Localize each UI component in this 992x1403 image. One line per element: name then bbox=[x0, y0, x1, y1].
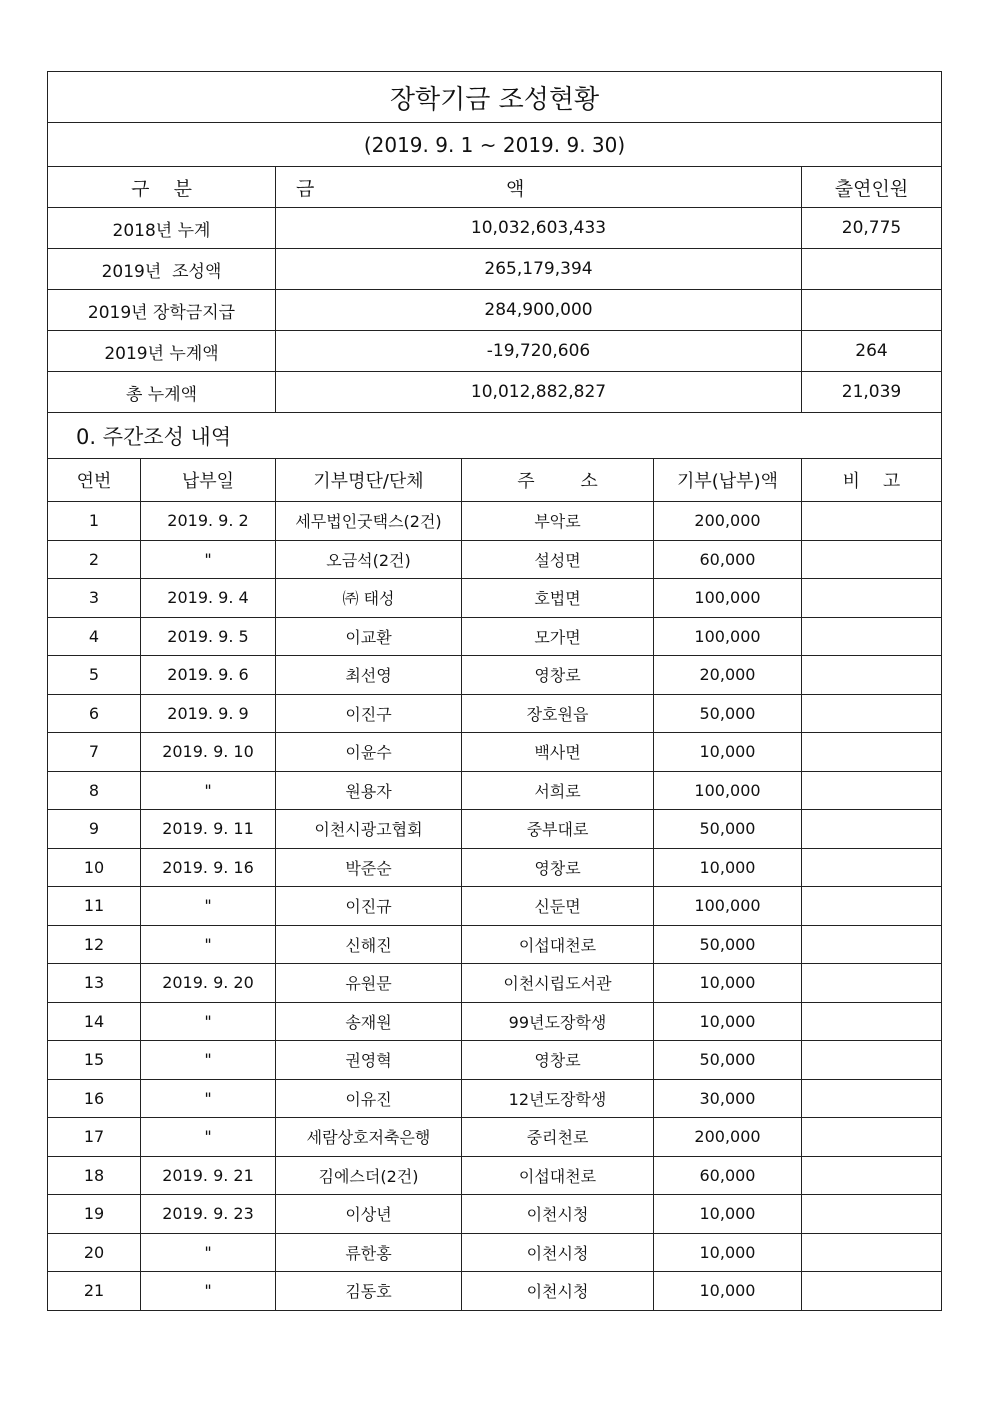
row-address: 백사면 bbox=[462, 733, 654, 772]
row-note bbox=[802, 502, 942, 541]
page-title: 장학기금 조성현황 bbox=[48, 72, 942, 123]
table-row bbox=[48, 1002, 942, 1041]
row-amount: 10,000 bbox=[654, 1002, 802, 1041]
row-donor: 권영혁 bbox=[276, 1041, 462, 1080]
row-date: " bbox=[141, 1233, 276, 1272]
row-donor: 이진규 bbox=[276, 887, 462, 926]
row-donor: 송재원 bbox=[276, 1002, 462, 1041]
amount-header: 기부(납부)액 bbox=[654, 459, 802, 502]
row-date: 2019. 9. 6 bbox=[141, 656, 276, 695]
row-amount: 10,000 bbox=[654, 964, 802, 1003]
detail-header-row bbox=[48, 459, 942, 502]
row-note bbox=[802, 771, 942, 810]
row-donor: 세람상호저축은행 bbox=[276, 1118, 462, 1157]
summary-people bbox=[802, 290, 942, 331]
row-donor: 김동호 bbox=[276, 1272, 462, 1311]
row-note bbox=[802, 540, 942, 579]
period-row bbox=[48, 123, 942, 167]
category-header: 구 분 bbox=[48, 167, 276, 208]
table-row bbox=[48, 964, 942, 1003]
summary-people: 21,039 bbox=[802, 372, 942, 413]
row-donor: ㈜ 태성 bbox=[276, 579, 462, 618]
row-amount: 100,000 bbox=[654, 579, 802, 618]
summary-people bbox=[802, 249, 942, 290]
row-no: 20 bbox=[48, 1233, 141, 1272]
row-address: 이천시청 bbox=[462, 1195, 654, 1234]
row-amount: 30,000 bbox=[654, 1079, 802, 1118]
row-donor: 유원문 bbox=[276, 964, 462, 1003]
row-note bbox=[802, 1041, 942, 1080]
no-header: 연번 bbox=[48, 459, 141, 502]
row-amount: 60,000 bbox=[654, 540, 802, 579]
summary-row bbox=[48, 249, 942, 290]
row-address: 신둔면 bbox=[462, 887, 654, 926]
row-donor: 박준순 bbox=[276, 848, 462, 887]
summary-row bbox=[48, 331, 942, 372]
row-address: 호법면 bbox=[462, 579, 654, 618]
table-row bbox=[48, 1041, 942, 1080]
summary-label: 2019년 누계액 bbox=[48, 331, 276, 372]
row-address: 이섭대천로 bbox=[462, 1156, 654, 1195]
row-no: 9 bbox=[48, 810, 141, 849]
summary-amount: 10,012,882,827 bbox=[276, 372, 802, 413]
period-text: (2019. 9. 1 ~ 2019. 9. 30) bbox=[48, 123, 942, 167]
row-donor: 원용자 bbox=[276, 771, 462, 810]
summary-amount: 284,900,000 bbox=[276, 290, 802, 331]
summary-table bbox=[47, 71, 942, 459]
row-no: 12 bbox=[48, 925, 141, 964]
row-donor: 이윤수 bbox=[276, 733, 462, 772]
row-amount: 100,000 bbox=[654, 887, 802, 926]
summary-label: 총 누계액 bbox=[48, 372, 276, 413]
row-address: 모가면 bbox=[462, 617, 654, 656]
summary-people: 20,775 bbox=[802, 208, 942, 249]
row-note bbox=[802, 579, 942, 618]
table-row bbox=[48, 1195, 942, 1234]
row-amount: 50,000 bbox=[654, 1041, 802, 1080]
row-date: 2019. 9. 23 bbox=[141, 1195, 276, 1234]
row-no: 4 bbox=[48, 617, 141, 656]
summary-row bbox=[48, 208, 942, 249]
summary-amount: -19,720,606 bbox=[276, 331, 802, 372]
row-note bbox=[802, 1156, 942, 1195]
row-amount: 200,000 bbox=[654, 1118, 802, 1157]
row-no: 2 bbox=[48, 540, 141, 579]
table-row bbox=[48, 540, 942, 579]
row-no: 1 bbox=[48, 502, 141, 541]
table-row bbox=[48, 579, 942, 618]
row-address: 99년도장학생 bbox=[462, 1002, 654, 1041]
address-header: 주 소 bbox=[462, 459, 654, 502]
note-header: 비 고 bbox=[802, 459, 942, 502]
row-no: 3 bbox=[48, 579, 141, 618]
row-amount: 60,000 bbox=[654, 1156, 802, 1195]
row-address: 부악로 bbox=[462, 502, 654, 541]
row-note bbox=[802, 887, 942, 926]
row-note bbox=[802, 1002, 942, 1041]
document-page bbox=[47, 71, 941, 1311]
row-donor: 세무법인굿택스(2건) bbox=[276, 502, 462, 541]
summary-people: 264 bbox=[802, 331, 942, 372]
row-donor: 신해진 bbox=[276, 925, 462, 964]
row-date: 2019. 9. 9 bbox=[141, 694, 276, 733]
amount-header-part-2: 액 bbox=[506, 177, 525, 200]
row-donor: 김에스더(2건) bbox=[276, 1156, 462, 1195]
row-address: 설성면 bbox=[462, 540, 654, 579]
row-donor: 류한홍 bbox=[276, 1233, 462, 1272]
row-note bbox=[802, 733, 942, 772]
row-address: 장호원읍 bbox=[462, 694, 654, 733]
row-donor: 이유진 bbox=[276, 1079, 462, 1118]
table-row bbox=[48, 848, 942, 887]
row-address: 중부대로 bbox=[462, 810, 654, 849]
row-donor: 이천시광고협회 bbox=[276, 810, 462, 849]
row-donor: 최선영 bbox=[276, 656, 462, 695]
row-donor: 오금석(2건) bbox=[276, 540, 462, 579]
row-no: 5 bbox=[48, 656, 141, 695]
amount-header bbox=[276, 167, 802, 208]
row-address: 중리천로 bbox=[462, 1118, 654, 1157]
summary-amount: 265,179,394 bbox=[276, 249, 802, 290]
row-amount: 10,000 bbox=[654, 1233, 802, 1272]
summary-amount: 10,032,603,433 bbox=[276, 208, 802, 249]
row-date: 2019. 9. 4 bbox=[141, 579, 276, 618]
row-date: " bbox=[141, 1079, 276, 1118]
row-address: 영창로 bbox=[462, 656, 654, 695]
row-no: 10 bbox=[48, 848, 141, 887]
row-note bbox=[802, 1233, 942, 1272]
row-date: " bbox=[141, 925, 276, 964]
row-address: 이섭대천로 bbox=[462, 925, 654, 964]
table-row bbox=[48, 771, 942, 810]
row-date: " bbox=[141, 540, 276, 579]
row-note bbox=[802, 1118, 942, 1157]
row-amount: 10,000 bbox=[654, 848, 802, 887]
table-row bbox=[48, 1079, 942, 1118]
table-row bbox=[48, 502, 942, 541]
table-row bbox=[48, 1156, 942, 1195]
row-note bbox=[802, 617, 942, 656]
row-note bbox=[802, 925, 942, 964]
summary-row bbox=[48, 290, 942, 331]
row-note bbox=[802, 848, 942, 887]
detail-body bbox=[48, 502, 942, 1311]
row-donor: 이교환 bbox=[276, 617, 462, 656]
row-note bbox=[802, 656, 942, 695]
summary-label: 2018년 누계 bbox=[48, 208, 276, 249]
row-address: 12년도장학생 bbox=[462, 1079, 654, 1118]
row-no: 13 bbox=[48, 964, 141, 1003]
section-title: 0. 주간조성 내역 bbox=[48, 413, 942, 459]
title-row bbox=[48, 72, 942, 123]
row-donor: 이진구 bbox=[276, 694, 462, 733]
row-no: 19 bbox=[48, 1195, 141, 1234]
row-address: 이천시청 bbox=[462, 1233, 654, 1272]
row-no: 18 bbox=[48, 1156, 141, 1195]
row-date: " bbox=[141, 887, 276, 926]
row-date: " bbox=[141, 1002, 276, 1041]
people-header: 출연인원 bbox=[802, 167, 942, 208]
row-amount: 100,000 bbox=[654, 771, 802, 810]
summary-row bbox=[48, 372, 942, 413]
summary-label: 2019년 장학금지급 bbox=[48, 290, 276, 331]
row-amount: 50,000 bbox=[654, 925, 802, 964]
summary-label: 2019년 조성액 bbox=[48, 249, 276, 290]
row-amount: 200,000 bbox=[654, 502, 802, 541]
section-row bbox=[48, 413, 942, 459]
row-date: " bbox=[141, 1272, 276, 1311]
summary-header-row bbox=[48, 167, 942, 208]
table-row bbox=[48, 694, 942, 733]
row-date: 2019. 9. 21 bbox=[141, 1156, 276, 1195]
row-note bbox=[802, 1195, 942, 1234]
detail-table bbox=[47, 458, 942, 1311]
table-row bbox=[48, 810, 942, 849]
table-row bbox=[48, 1118, 942, 1157]
row-amount: 20,000 bbox=[654, 656, 802, 695]
row-no: 21 bbox=[48, 1272, 141, 1311]
row-date: " bbox=[141, 771, 276, 810]
row-note bbox=[802, 1079, 942, 1118]
row-note bbox=[802, 810, 942, 849]
row-no: 17 bbox=[48, 1118, 141, 1157]
row-address: 이천시립도서관 bbox=[462, 964, 654, 1003]
row-no: 14 bbox=[48, 1002, 141, 1041]
row-address: 영창로 bbox=[462, 1041, 654, 1080]
row-amount: 10,000 bbox=[654, 733, 802, 772]
amount-header-part-1: 금 bbox=[296, 177, 315, 200]
row-date: 2019. 9. 20 bbox=[141, 964, 276, 1003]
row-note bbox=[802, 1272, 942, 1311]
table-row bbox=[48, 617, 942, 656]
row-no: 16 bbox=[48, 1079, 141, 1118]
row-no: 15 bbox=[48, 1041, 141, 1080]
row-note bbox=[802, 964, 942, 1003]
row-no: 8 bbox=[48, 771, 141, 810]
row-address: 이천시청 bbox=[462, 1272, 654, 1311]
row-address: 서희로 bbox=[462, 771, 654, 810]
table-row bbox=[48, 1272, 942, 1311]
row-date: " bbox=[141, 1041, 276, 1080]
row-no: 7 bbox=[48, 733, 141, 772]
row-date: 2019. 9. 11 bbox=[141, 810, 276, 849]
summary-body bbox=[48, 208, 942, 413]
row-amount: 10,000 bbox=[654, 1272, 802, 1311]
row-date: " bbox=[141, 1118, 276, 1157]
table-row bbox=[48, 733, 942, 772]
table-row bbox=[48, 887, 942, 926]
table-row bbox=[48, 656, 942, 695]
row-amount: 50,000 bbox=[654, 810, 802, 849]
row-no: 6 bbox=[48, 694, 141, 733]
row-note bbox=[802, 694, 942, 733]
table-row bbox=[48, 925, 942, 964]
row-amount: 10,000 bbox=[654, 1195, 802, 1234]
row-amount: 50,000 bbox=[654, 694, 802, 733]
row-donor: 이상년 bbox=[276, 1195, 462, 1234]
date-header: 납부일 bbox=[141, 459, 276, 502]
row-date: 2019. 9. 16 bbox=[141, 848, 276, 887]
row-date: 2019. 9. 10 bbox=[141, 733, 276, 772]
row-address: 영창로 bbox=[462, 848, 654, 887]
donor-header: 기부명단/단체 bbox=[276, 459, 462, 502]
row-no: 11 bbox=[48, 887, 141, 926]
row-date: 2019. 9. 2 bbox=[141, 502, 276, 541]
row-date: 2019. 9. 5 bbox=[141, 617, 276, 656]
row-amount: 100,000 bbox=[654, 617, 802, 656]
table-row bbox=[48, 1233, 942, 1272]
